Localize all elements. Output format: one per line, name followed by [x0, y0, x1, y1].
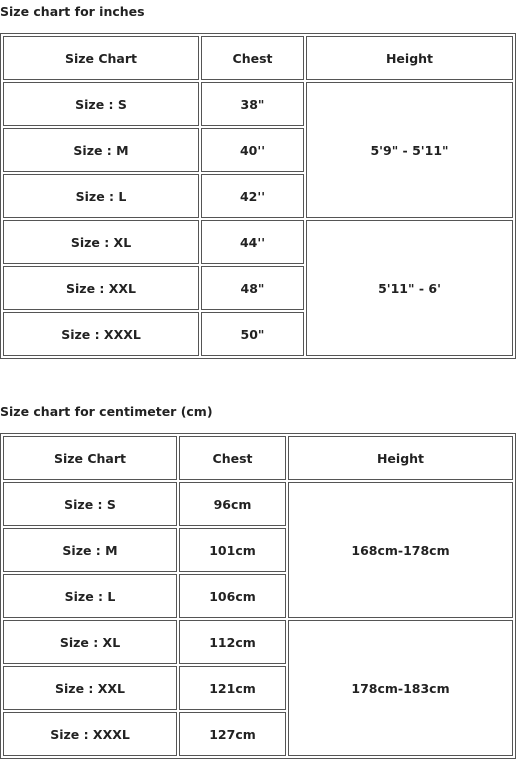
centimeter-size-table	[0, 433, 516, 759]
size-cell: Size : L	[3, 574, 177, 618]
header-size-chart: Size Chart	[3, 436, 177, 480]
chest-cell: 106cm	[179, 574, 286, 618]
table-header-row	[3, 436, 513, 480]
chest-cell: 42''	[201, 174, 304, 218]
size-cell: Size : S	[3, 82, 199, 126]
size-cell: Size : M	[3, 128, 199, 172]
chest-cell: 96cm	[179, 482, 286, 526]
size-cell: Size : M	[3, 528, 177, 572]
chest-cell: 50"	[201, 312, 304, 356]
table-row	[3, 620, 513, 664]
header-size-chart: Size Chart	[3, 36, 199, 80]
table-row	[3, 82, 513, 126]
table-header-row	[3, 36, 513, 80]
size-cell: Size : S	[3, 482, 177, 526]
chest-cell: 48"	[201, 266, 304, 310]
size-cell: Size : XL	[3, 220, 199, 264]
chest-cell: 44''	[201, 220, 304, 264]
height-cell: 5'11" - 6'	[306, 220, 513, 356]
table-row	[3, 220, 513, 264]
height-cell: 168cm-178cm	[288, 482, 513, 618]
table-row	[3, 482, 513, 526]
chest-cell: 38"	[201, 82, 304, 126]
chest-cell: 121cm	[179, 666, 286, 710]
size-cell: Size : XL	[3, 620, 177, 664]
header-height: Height	[306, 36, 513, 80]
header-height: Height	[288, 436, 513, 480]
centimeter-caption: Size chart for centimeter (cm)	[0, 404, 213, 419]
size-cell: Size : XXL	[3, 266, 199, 310]
inches-caption: Size chart for inches	[0, 4, 145, 19]
chest-cell: 101cm	[179, 528, 286, 572]
chest-cell: 112cm	[179, 620, 286, 664]
height-cell: 178cm-183cm	[288, 620, 513, 756]
header-chest: Chest	[179, 436, 286, 480]
size-cell: Size : L	[3, 174, 199, 218]
size-cell: Size : XXXL	[3, 712, 177, 756]
inches-size-table	[0, 33, 516, 359]
chest-cell: 127cm	[179, 712, 286, 756]
chest-cell: 40''	[201, 128, 304, 172]
height-cell: 5'9" - 5'11"	[306, 82, 513, 218]
size-cell: Size : XXL	[3, 666, 177, 710]
header-chest: Chest	[201, 36, 304, 80]
size-cell: Size : XXXL	[3, 312, 199, 356]
